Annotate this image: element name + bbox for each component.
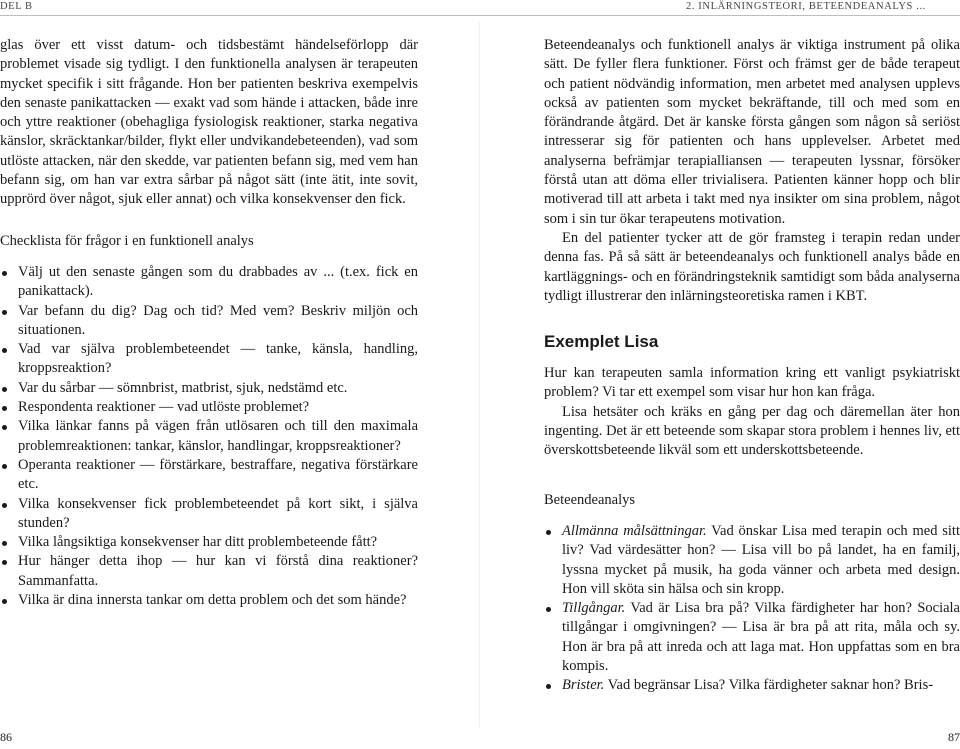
body-paragraph: Lisa hetsäter och kräks en gång per dag och däremellan äter hon ingenting. Det är ett beteende som skapar stora problem i hennes liv, ett överskottsbeteende likväl som ett underskottsbeteende. — [544, 403, 960, 459]
right-text-column — [544, 36, 960, 696]
checklist-item: Vilka konsekvenser fick problembeteendet på kort sikt, i själva stunden? — [0, 495, 418, 534]
checklist-item: Var befann du dig? Dag och tid? Med vem? Beskriv miljön och situationen. — [0, 302, 418, 341]
analysis-item — [544, 676, 960, 695]
checklist-item: Respondenta reaktioner — vad utlöste problemet? — [0, 398, 418, 417]
body-paragraph: Beteendeanalys och funktionell analys är viktiga instrument på olika sätt. De fyller flera funktioner. Först och främst ger de både terapeut och patient nödvändig information, men arbetet med analysen upplevs också av patienten som mycket bekräftande, till och med som en förändrande åtgärd. Det är kanske första gången som någon så seriöst intresserar sig för patienten och hans upplevelser. Arbetet med analyserna befrämjar terapialliansen — terapeuten lyssnar, försöker förstå utan att döma eller trivialisera. Patienten känner hopp och blir motiverad till att arbeta i takt med nya insikter om sina problem, något som i sin tur ökar terapeutens motivation. — [544, 37, 960, 227]
body-paragraph: glas över ett visst datum- och tidsbestämt händelseförlopp där problemet visade sig tydligt. I den funktionella analysen är terapeuten mycket specifik i sitt frågande. Hon ber patienten beskriva exempelvis den senaste panikattacken — exakt vad som hände i attacken, både inre och yttre reaktioner (obehagliga fysiologisk reaktioner, starka negativa känslor, skräcktankar/bilder, flykt eller undvikandebeteenden), vad som utlöste attacken, när den skedde, var patienten befann sig, med vem han befann sig, om han var extra sårbar på något sätt (inte ätit, inte sovit, upprörd över något, sjuk eller annat) och vilka konsekvenser den fick. — [0, 37, 418, 208]
item-text: Vad är Lisa bra på? Vilka färdigheter har hon? Sociala tillgångar i omgivningen? — Lisa är bra på att rita, måla och sy. Hon är bra på att inreda och att laga mat. Hon uppfattas som en bra kompis. — [562, 600, 960, 675]
left-text-column — [0, 36, 418, 610]
item-text: Vad önskar Lisa med terapin och med sitt liv? Vad värdesätter hon? — Lisa vill bo på landet, ha en familj, lyssna mycket på musik, ha goda vänner och arbeta med design. Hon vill sköta sin hälsa och sin kropp. — [562, 522, 960, 597]
checklist-item: Var du sårbar — sömnbrist, matbrist, sjuk, nedstämd etc. — [0, 379, 418, 398]
item-term: Tillgångar. — [562, 600, 626, 617]
item-term: Brister. — [562, 677, 605, 694]
checklist-item: Vilka länkar fanns på vägen från utlösaren och till den maximala problemreaktionen: tankar, känslor, handlingar, kroppsreaktioner? — [0, 417, 418, 456]
checklist-item: Välj ut den senaste gången som du drabbades av ... (t.ex. fick en panikattack). — [0, 263, 418, 302]
section-heading: Exemplet Lisa — [544, 332, 659, 352]
analysis-item — [544, 599, 960, 676]
running-header-right: 2. INLÄRNINGSTEORI, BETEENDEANALYS ... — [686, 1, 926, 12]
item-text: Vad begränsar Lisa? Vilka färdigheter saknar hon? Bris- — [604, 677, 934, 694]
checklist — [0, 263, 418, 610]
item-term: Allmänna målsättningar. — [562, 522, 707, 539]
checklist-item: Operanta reaktioner — förstärkare, bestraffare, negativa förstärkare etc. — [0, 456, 418, 495]
checklist-item: Vad var själva problembeteendet — tanke, känsla, handling, kroppsreaktion? — [0, 340, 418, 379]
body-paragraph: Hur kan terapeuten samla information kring ett vanligt psykiatriskt problem? Vi tar ett exempel som visar hur hon kan fråga. — [544, 365, 960, 401]
body-paragraph: En del patienter tycker att de gör framsteg i terapin redan under denna fas. På så sätt är beteendeanalys och funktionell analys både en kartläggnings- och en förändringsteknik samtidigt som båda analyserna tydligt illustrerar den inlärningsteoretiska ramen i KBT. — [544, 229, 960, 304]
checklist-item: Hur hänger detta ihop — hur kan vi förstå dina reaktioner? Sammanfatta. — [0, 552, 418, 591]
running-header-left: DEL B — [0, 1, 33, 12]
checklist-title: Checklista för frågor i en funktionell analys — [0, 232, 254, 249]
checklist-item: Vilka är dina innersta tankar om detta problem och det som hände? — [0, 591, 418, 610]
page-number-left: 86 — [0, 730, 12, 744]
subheading: Beteendeanalys — [544, 491, 635, 508]
analysis-list — [544, 522, 960, 696]
page-number-right: 87 — [948, 730, 960, 744]
checklist-item: Vilka långsiktiga konsekvenser har ditt problembeteende fått? — [0, 533, 418, 552]
analysis-item — [544, 522, 960, 599]
